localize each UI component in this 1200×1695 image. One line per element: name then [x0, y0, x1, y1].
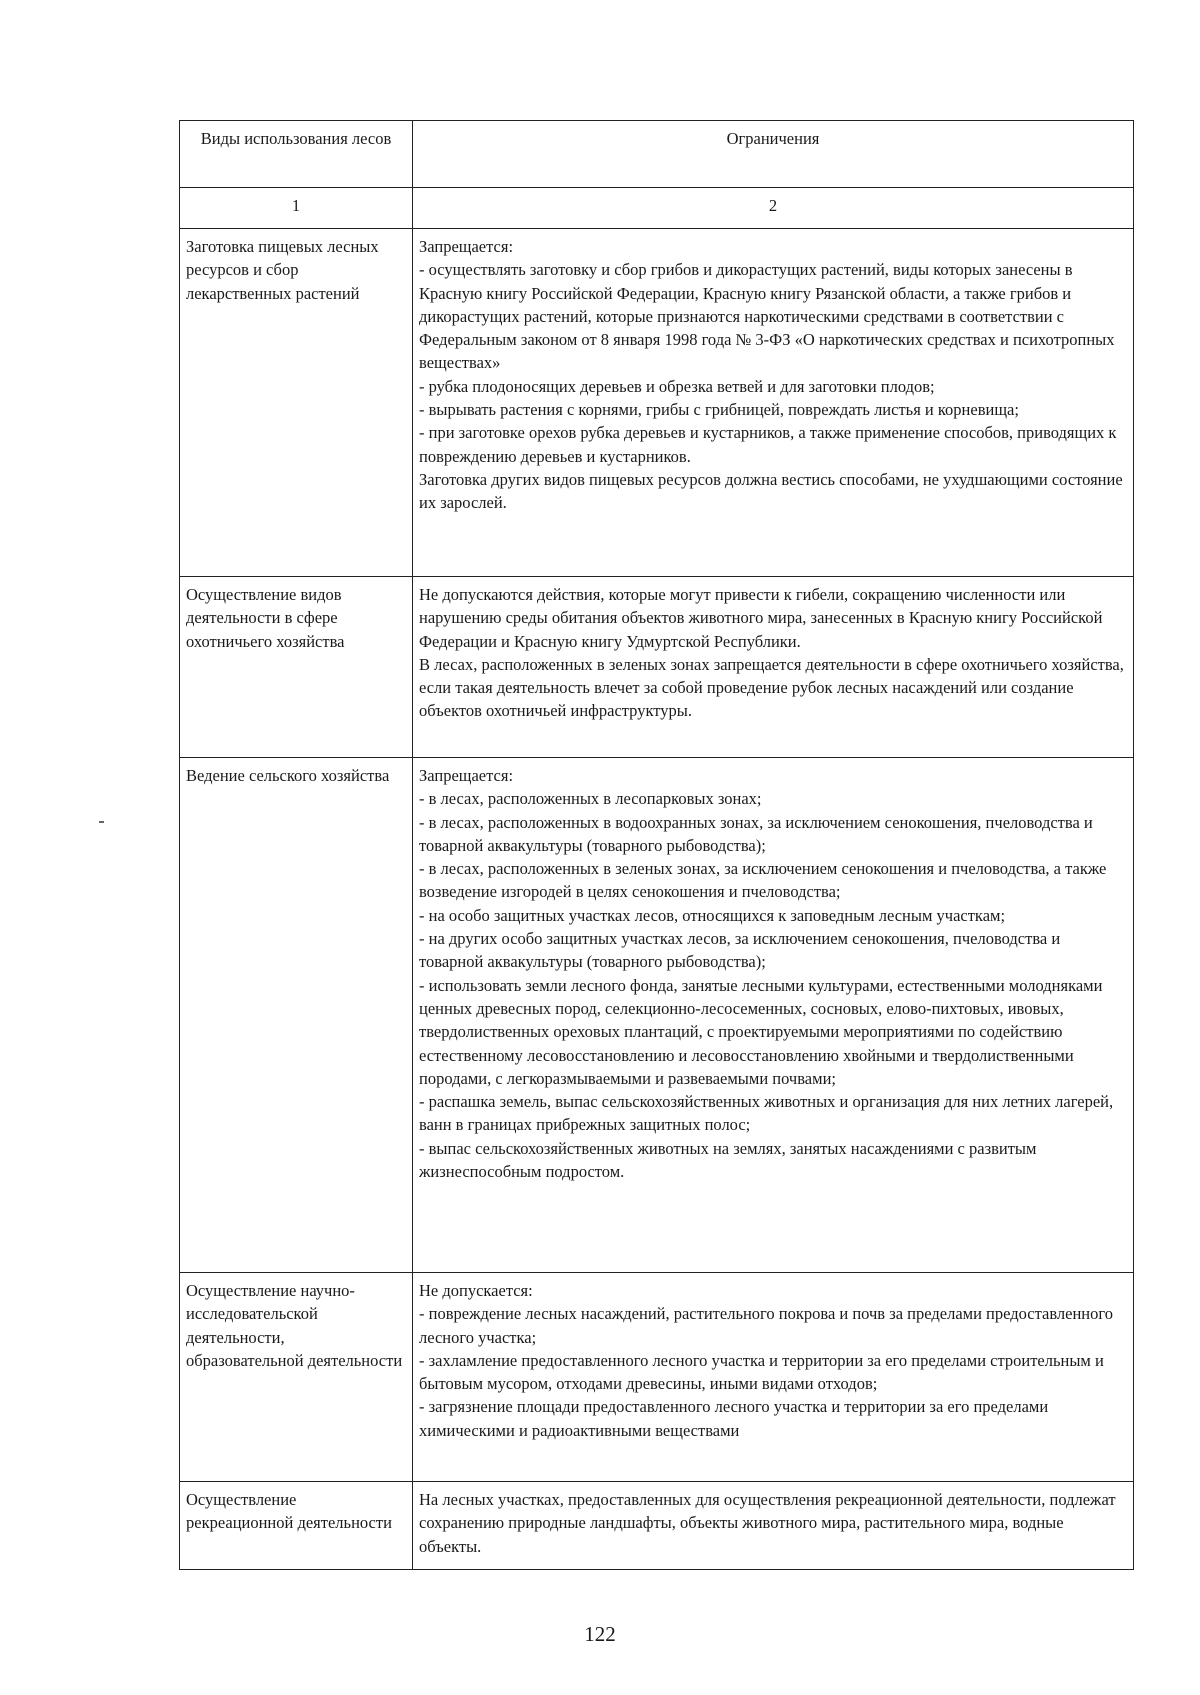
- row-kind: Осуществление научно-исследовательской деятельности, образовательной деятельности: [180, 1273, 413, 1482]
- row-limits: [413, 229, 1134, 577]
- limit-line: - выпас сельскохозяйственных животных на землях, занятых насаждениями с развитым жизнеспособным подростом.: [419, 1138, 1037, 1182]
- limit-line: - на особо защитных участках лесов, относящихся к заповедным лесным участкам;: [419, 905, 1006, 925]
- limit-line: Запрещается:: [419, 237, 514, 256]
- column-number-row: [180, 188, 1134, 229]
- row-kind: Осуществление видов деятельности в сфере охотничьего хозяйства: [180, 577, 413, 758]
- forest-use-limits-table: [179, 120, 1134, 1570]
- page-number: 122: [584, 1622, 616, 1646]
- table-row: [180, 1273, 1134, 1482]
- row-kind: Заготовка пищевых лесных ресурсов и сбор лекарственных растений: [180, 229, 413, 577]
- limit-line: Не допускается:: [419, 1281, 533, 1300]
- limit-line: На лесных участках, предоставленных для осуществления рекреационной деятельности, подлежат сохранению природные ландшафты, объекты животного мира, растительного мира, водные объекты.: [419, 1490, 1116, 1556]
- limit-line: Не допускаются действия, которые могут привести к гибели, сокращению численности или нарушению среды обитания объектов животного мира, занесенных в Красную книгу Российской Федерации и Красную книгу Удмуртской Республики.: [419, 585, 1103, 651]
- limit-line: - загрязнение площади предоставленного лесного участка и территории за его пределами химическими и радиоактивными веществами: [419, 1397, 1049, 1440]
- table-header-row: [180, 121, 1134, 188]
- table-row: [180, 577, 1134, 758]
- limit-line: - повреждение лесных насаждений, растительного покрова и почв за пределами предоставленного лесного участка;: [419, 1304, 1113, 1347]
- table-row: [180, 758, 1134, 1273]
- limit-line: - захламление предоставленного лесного участка и территории за его пределами строительным и бытовым мусором, отходами древесины, иными видами отходов;: [419, 1350, 1104, 1394]
- limit-line: - распашка земель, выпас сельскохозяйственных животных и организация для них летних лагерей, ванн в границах прибрежных защитных полос;: [419, 1092, 1114, 1135]
- header-limits: Ограничения: [413, 121, 1134, 188]
- table-row: [180, 1482, 1134, 1570]
- row-limits: [413, 577, 1134, 758]
- limit-line: - в лесах, расположенных в водоохранных зонах, за исключением сенокошения, пчеловодства и товарной аквакультуры (товарного рыбоводства);: [419, 812, 1093, 855]
- limit-line: - вырывать растения с корнями, грибы с грибницей, повреждать листья и корневища;: [419, 400, 1019, 420]
- limit-line: - на других особо защитных участках лесов, за исключением сенокошения, пчеловодства и товарной аквакультуры (товарного рыбоводства);: [419, 929, 1061, 972]
- limit-line: - в лесах, расположенных в лесопарковых зонах;: [419, 789, 762, 809]
- row-limits: [413, 1273, 1134, 1482]
- limit-line: - использовать земли лесного фонда, занятые лесными культурами, естественными молодняками ценных древесных пород, селекционно-лесосеменных, сосновых, елово-пихтовых, ивовых, твердолиственных ореховых плантаций, с проектируемыми мероприятиями по содействию естественному лесовосстановлению и лесовосстановлению хвойными и твердолиственными породами, с легкоразмываемыми и развеваемыми почвами;: [419, 975, 1103, 1088]
- column-number-2: 2: [413, 188, 1134, 229]
- header-kind: Виды использования лесов: [180, 121, 413, 188]
- row-limits: [413, 1482, 1134, 1570]
- row-kind: Ведение сельского хозяйства: [180, 758, 413, 1273]
- limit-line: В лесах, расположенных в зеленых зонах запрещается деятельности в сфере охотничьего хозяйства, если такая деятельность влечет за собой проведение рубок лесных насаждений или создание объектов охотничьей инфраструктуры.: [419, 654, 1124, 721]
- row-limits: [413, 758, 1134, 1273]
- limit-line: - осуществлять заготовку и сбор грибов и дикорастущих растений, виды которых занесены в Красную книгу Российской Федерации, Красную книгу Рязанской области, а также грибов и дикорастущих растений, которые признаются наркотическими средствами в соответствии с Федеральным законом от 8 января 1998 года № 3-ФЗ «О наркотических средствах и психотропных веществах»: [419, 260, 1115, 373]
- table-row: [180, 229, 1134, 577]
- limit-line: - при заготовке орехов рубка деревьев и кустарников, а также применение способов, приводящих к повреждению деревьев и кустарников.: [419, 423, 1117, 466]
- column-number-1: 1: [180, 188, 413, 229]
- row-kind: Осуществление рекреационной деятельности: [180, 1482, 413, 1570]
- limit-line: Заготовка других видов пищевых ресурсов должна вестись способами, не ухудшающими состояние их зарослей.: [419, 469, 1123, 513]
- limit-line: - рубка плодоносящих деревьев и обрезка ветвей и для заготовки плодов;: [419, 376, 935, 396]
- limit-line: - в лесах, расположенных в зеленых зонах, за исключением сенокошения и пчеловодства, а также возведение изгородей в целях сенокошения и пчеловодства;: [419, 859, 1107, 902]
- limit-line: Запрещается:: [419, 766, 514, 785]
- scan-artifact: [99, 821, 104, 823]
